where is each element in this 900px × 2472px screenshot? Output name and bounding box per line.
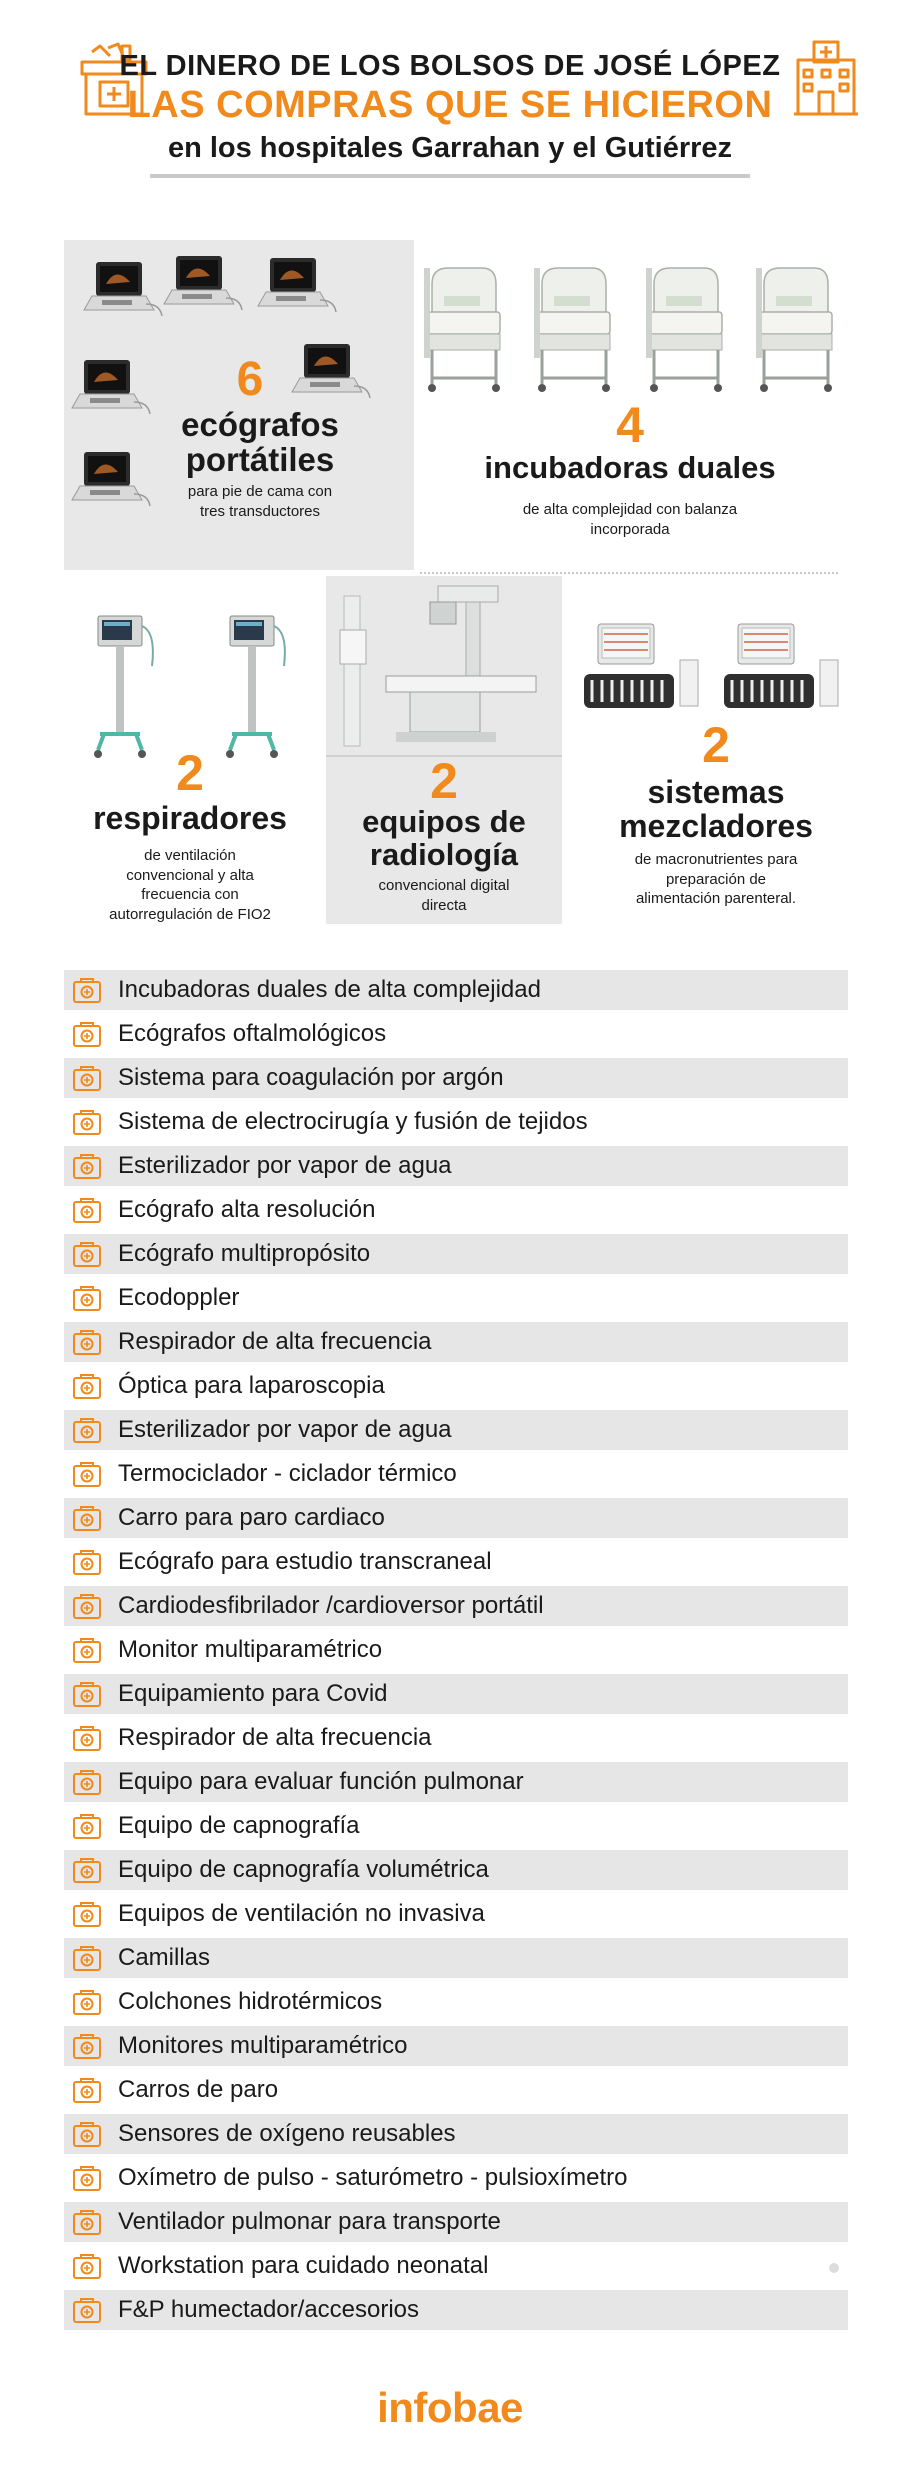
- list-item-label: Ecógrafo alta resolución: [118, 1196, 376, 1223]
- radiologia-description: [326, 876, 562, 915]
- medical-box-icon: [72, 1460, 102, 1488]
- decorative-dot: [829, 2263, 839, 2273]
- list-item: [64, 1718, 848, 1758]
- respiradores-desc-line2: convencional y alta: [126, 866, 254, 884]
- mezcladores-title-line2: mezcladores: [619, 807, 813, 844]
- list-item: [64, 1146, 848, 1186]
- list-item-label: Sistema de electrocirugía y fusión de tejidos: [118, 1108, 588, 1135]
- incubadoras-desc-line2: incorporada: [590, 520, 670, 538]
- header-subtitle: LAS COMPRAS QUE SE HICIERON: [127, 84, 773, 126]
- section-divider: [420, 572, 838, 574]
- list-item: [64, 1322, 848, 1362]
- medical-box-icon: [72, 1944, 102, 1972]
- list-item: [64, 1586, 848, 1626]
- medical-box-icon: [72, 1416, 102, 1444]
- respiradores-desc-line3: frecuencia con: [141, 886, 239, 903]
- medical-box-icon: [72, 1768, 102, 1796]
- list-item-label: Equipo de capnografía volumétrica: [118, 1856, 489, 1883]
- medical-box-icon: [72, 2252, 102, 2280]
- medical-box-icon: [72, 1636, 102, 1664]
- list-item: [64, 1894, 848, 1934]
- radiologia-title-line2: radiología: [369, 836, 519, 872]
- medical-box-icon: [72, 1592, 102, 1620]
- list-item: [64, 1542, 848, 1582]
- medical-box-icon: [72, 1724, 102, 1752]
- list-item-label: Equipo para evaluar función pulmonar: [118, 1768, 524, 1795]
- list-item-label: Colchones hidrotérmicos: [118, 1988, 383, 2015]
- incubadoras-desc-line1: de alta complejidad con balanza: [522, 501, 738, 518]
- ventilators-image: [80, 600, 300, 760]
- list-item: [64, 1366, 848, 1406]
- list-item: [64, 1850, 848, 1890]
- medical-box-icon: [72, 1064, 102, 1092]
- x-ray-equipment-image: [326, 576, 562, 776]
- ecografos-desc-line2: tres transductores: [199, 502, 321, 520]
- respiradores-number: 2: [176, 745, 204, 801]
- header: [0, 30, 900, 190]
- list-item: [64, 2158, 848, 2198]
- radiologia-desc-line1: convencional digital: [378, 877, 510, 894]
- medical-box-icon: [72, 2208, 102, 2236]
- ecografos-number: 6: [236, 353, 264, 406]
- list-item-label: Sistema para coagulación por argón: [118, 1064, 504, 1091]
- list-item-label: Respirador de alta frecuencia: [118, 1724, 432, 1751]
- list-item-label: Sensores de oxígeno reusables: [118, 2120, 456, 2147]
- respiradores-desc-line1: de ventilación: [144, 847, 236, 864]
- ecografos-description: [150, 482, 370, 521]
- ecografos-title: [150, 408, 370, 477]
- header-tagline: en los hospitales Garrahan y el Gutiérrez: [167, 132, 733, 164]
- list-item: [64, 1190, 848, 1230]
- list-item-label: Workstation para cuidado neonatal: [118, 2252, 489, 2279]
- list-item: [64, 1806, 848, 1846]
- list-item: [64, 1454, 848, 1494]
- list-item: [64, 1630, 848, 1670]
- radiologia-title: [326, 806, 562, 871]
- medical-box-icon: [72, 1548, 102, 1576]
- mezcladores-desc-line1: de macronutrientes para: [634, 851, 798, 868]
- mixing-systems-image: [578, 610, 858, 720]
- incubadoras-number: 4: [616, 397, 644, 453]
- medical-box-icon: [72, 1108, 102, 1136]
- medical-box-icon: [72, 1196, 102, 1224]
- medical-box-icon: [72, 1900, 102, 1928]
- list-item: [64, 2026, 848, 2066]
- radiologia-desc-line2: directa: [421, 896, 467, 914]
- list-item-label: Respirador de alta frecuencia: [118, 1328, 432, 1355]
- list-item: [64, 2114, 848, 2154]
- medical-box-icon: [72, 2076, 102, 2104]
- medical-box-icon: [72, 1812, 102, 1840]
- mezcladores-title-line1: sistemas: [647, 774, 785, 810]
- medical-box-icon: [72, 1152, 102, 1180]
- list-item-label: Monitores multiparamétrico: [118, 2032, 408, 2059]
- infobae-logo: infobae: [377, 2384, 523, 2431]
- list-item: [64, 1674, 848, 1714]
- ecografos-title-line1: ecógrafos: [181, 406, 339, 443]
- list-item: [64, 1234, 848, 1274]
- list-item-label: Monitor multiparamétrico: [118, 1636, 383, 1663]
- medical-box-icon: [72, 1372, 102, 1400]
- list-item-label: Equipamiento para Covid: [118, 1680, 388, 1707]
- list-item-label: Cardiodesfibrilador /cardioversor portátil: [118, 1592, 544, 1619]
- mezcladores-desc-line2: preparación de: [665, 870, 767, 888]
- list-item-label: Ecógrafo multipropósito: [118, 1240, 371, 1267]
- incubators-image: [420, 262, 860, 397]
- medical-box-icon: [72, 1680, 102, 1708]
- ecografos-title-line2: portátiles: [185, 440, 335, 478]
- header-divider: [150, 174, 750, 178]
- medical-box-icon: [72, 1328, 102, 1356]
- mezcladores-number: 2: [702, 717, 730, 773]
- list-item: [64, 1498, 848, 1538]
- list-item: [64, 2290, 848, 2330]
- list-item: [64, 970, 848, 1010]
- respiradores-description: [70, 846, 310, 924]
- ecografos-desc-line1: para pie de cama con: [187, 483, 333, 500]
- list-item-label: Esterilizador por vapor de agua: [118, 1416, 452, 1443]
- list-item-label: Carros de paro: [118, 2076, 279, 2103]
- list-item-label: Equipos de ventilación no invasiva: [118, 1900, 485, 1927]
- incubadoras-title: incubadoras duales: [484, 450, 776, 485]
- medical-box-icon: [72, 1240, 102, 1268]
- list-item: [64, 1014, 848, 1054]
- medical-box-icon: [72, 976, 102, 1004]
- list-item: [64, 2246, 848, 2286]
- medical-box-icon: [72, 1988, 102, 2016]
- mezcladores-description: [586, 850, 846, 909]
- list-item-label: Oxímetro de pulso - saturómetro - pulsioxímetro: [118, 2164, 628, 2191]
- medical-box-icon: [72, 1020, 102, 1048]
- list-item: [64, 1278, 848, 1318]
- respiradores-title: respiradores: [93, 800, 287, 836]
- list-item-label: Termociclador - ciclador térmico: [118, 1460, 457, 1487]
- list-item-label: Camillas: [118, 1944, 211, 1971]
- list-item: [64, 1762, 848, 1802]
- medical-box-icon: [72, 2032, 102, 2060]
- medical-box-icon: [72, 2296, 102, 2324]
- medical-box-icon: [72, 2120, 102, 2148]
- list-item-label: F&P humectador/accesorios: [118, 2296, 420, 2323]
- list-item-label: Equipo de capnografía: [118, 1812, 360, 1839]
- list-item-label: Carro para paro cardiaco: [118, 1504, 385, 1531]
- list-item-label: Ecógrafo para estudio transcraneal: [118, 1548, 492, 1575]
- medical-box-icon: [72, 1856, 102, 1884]
- header-title: EL DINERO DE LOS BOLSOS DE JOSÉ LÓPEZ: [119, 50, 781, 82]
- list-item: [64, 1058, 848, 1098]
- radiologia-number: 2: [430, 753, 458, 809]
- list-item-label: Esterilizador por vapor de agua: [118, 1152, 452, 1179]
- list-item: [64, 1102, 848, 1142]
- respiradores-desc-line4: autorregulación de FIO2: [109, 905, 271, 923]
- list-item: [64, 1938, 848, 1978]
- list-item-label: Óptica para laparoscopia: [118, 1372, 385, 1399]
- mezcladores-title: [586, 776, 846, 843]
- radiologia-title-line1: equipos de: [362, 804, 526, 839]
- mezcladores-desc-line3: alimentación parenteral.: [635, 890, 797, 907]
- list-item-label: Ventilador pulmonar para transporte: [118, 2208, 501, 2235]
- list-item: [64, 1410, 848, 1450]
- medical-box-icon: [72, 1504, 102, 1532]
- list-item: [64, 1982, 848, 2022]
- list-item-label: Ecógrafos oftalmológicos: [118, 1020, 387, 1047]
- list-item: [64, 2070, 848, 2110]
- list-item: [64, 2202, 848, 2242]
- medical-box-icon: [72, 2164, 102, 2192]
- list-item-label: Incubadoras duales de alta complejidad: [118, 976, 541, 1003]
- incubadoras-description: [470, 500, 790, 539]
- list-item-label: Ecodoppler: [118, 1284, 240, 1311]
- medical-box-icon: [72, 1284, 102, 1312]
